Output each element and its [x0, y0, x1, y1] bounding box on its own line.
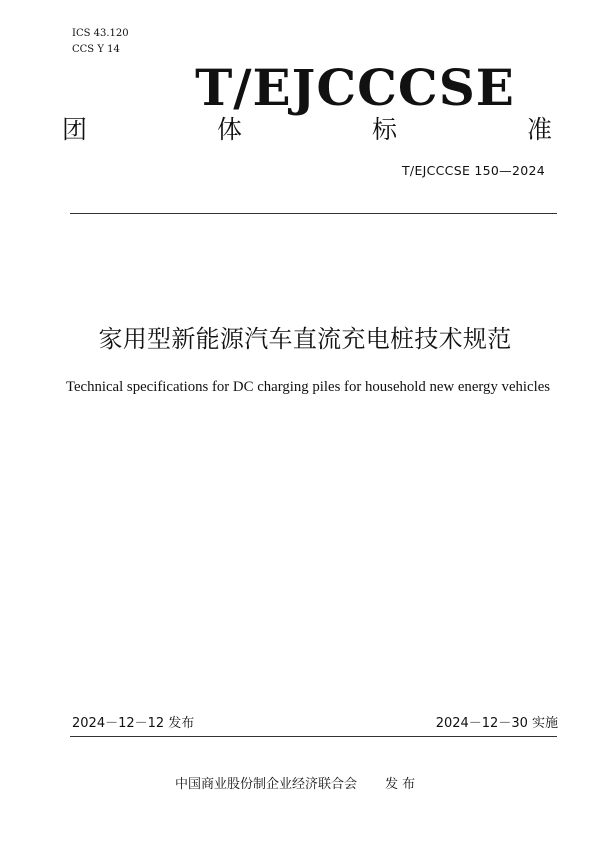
document-title-english: Technical specifications for DC charging piles for household new energy vehicles — [65, 379, 551, 395]
top-divider — [70, 213, 557, 214]
issuer-name: 中国商业股份制企业经济联合会 — [175, 777, 358, 792]
issuer-action: 发 布 — [385, 777, 416, 792]
implement-date: 2024－12－30 实施 — [435, 716, 558, 731]
issuer-line — [175, 775, 415, 795]
ccs-code: CCS Y 14 — [72, 44, 120, 55]
ics-code: ICS 43.120 — [72, 28, 129, 39]
publish-date: 2024－12－12 发布 — [72, 716, 195, 731]
standard-number: T/EJCCCSE 150—2024 — [402, 163, 545, 178]
document-title-chinese: 家用型新能源汽车直流充电桩技术规范 — [98, 325, 512, 353]
standard-type-label — [62, 113, 552, 147]
standard-type-char: 标 — [371, 115, 397, 144]
standard-type-char: 准 — [526, 115, 552, 144]
bottom-divider — [70, 736, 557, 737]
standard-brand-logo: T/EJCCCSE — [195, 58, 515, 117]
standard-type-char: 体 — [216, 115, 242, 144]
standard-type-char: 团 — [62, 115, 88, 144]
